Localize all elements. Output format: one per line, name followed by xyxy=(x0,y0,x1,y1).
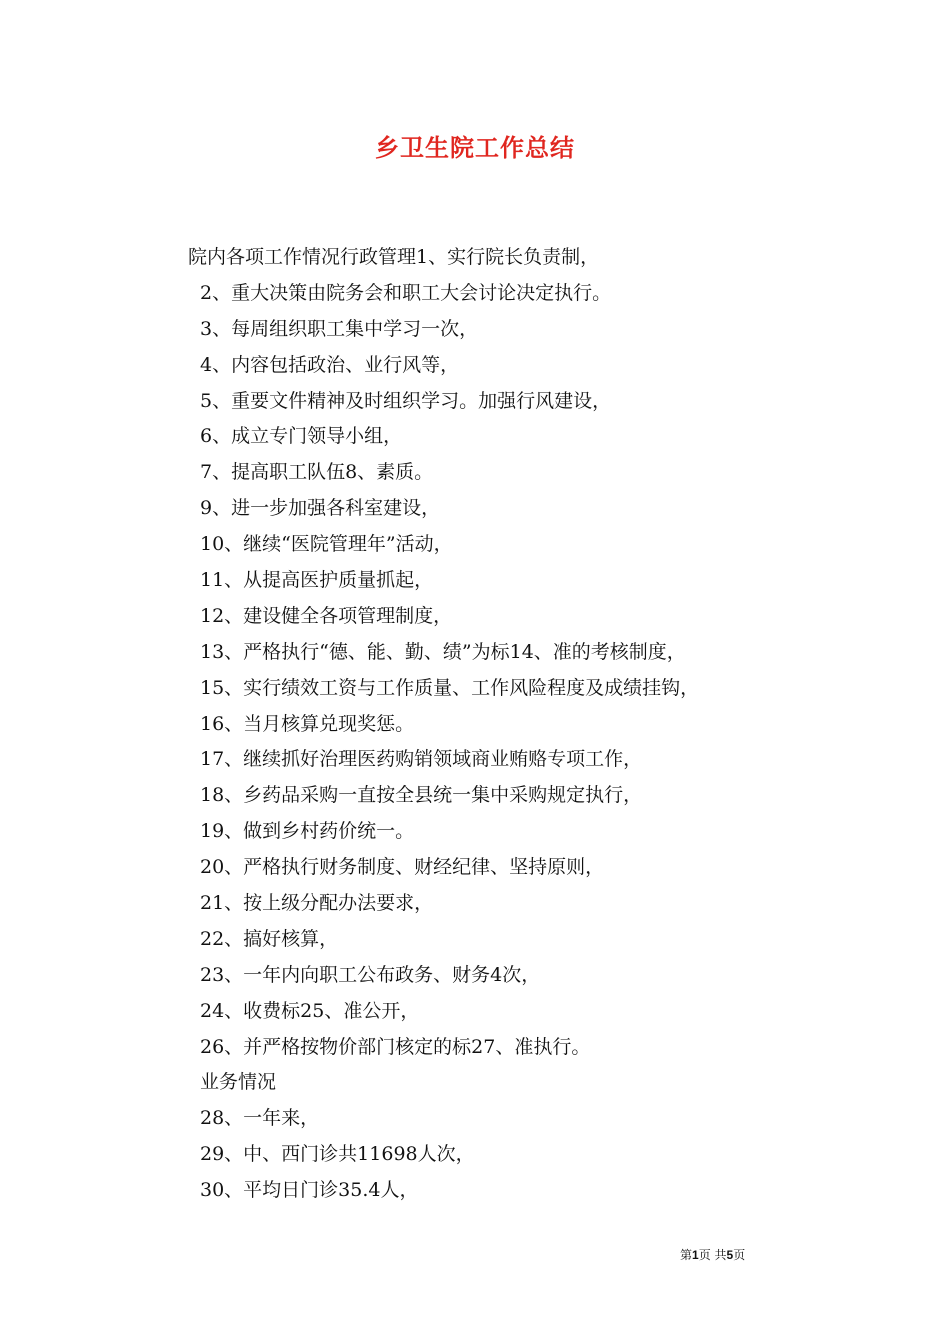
body-line: 3、每周组织职工集中学习一次， xyxy=(200,317,479,340)
page-footer xyxy=(680,1247,840,1263)
body-line: 16、当月核算兑现奖惩。 xyxy=(200,712,415,735)
body-line: 24、收费标25、准公开， xyxy=(200,999,420,1022)
body-line: 20、严格执行财务制度、财经纪律、坚持原则， xyxy=(200,856,605,879)
body-line: 5、重要文件精神及时组织学习。加强行风建设， xyxy=(200,389,612,412)
body-line: 6、成立专门领导小组， xyxy=(200,425,403,448)
body-line: 4、内容包括政治、业行风等， xyxy=(200,353,460,376)
body-line: 9、进一步加强各科室建设， xyxy=(200,497,441,520)
document-title: 乡卫生院工作总结 xyxy=(375,133,575,162)
body-line: 15、实行绩效工资与工作质量、工作风险程度及成绩挂钩， xyxy=(200,676,700,699)
footer-total-pages: 5 xyxy=(726,1248,734,1262)
body-line: 11、从提高医护质量抓起， xyxy=(200,569,434,592)
document-body xyxy=(188,240,828,1209)
body-line: 18、乡药品采购一直按全县统一集中采购规定执行， xyxy=(200,784,643,807)
footer-middle: 页 共 xyxy=(698,1248,727,1262)
body-line: 院内各项工作情况行政管理1、实行院长负责制， xyxy=(188,246,600,268)
body-line: 7、提高职工队伍8、素质。 xyxy=(200,461,434,484)
body-line: 29、中、西门诊共11698人次， xyxy=(200,1143,475,1166)
body-line: 19、做到乡村药价统一。 xyxy=(200,820,415,843)
body-line: 28、一年来， xyxy=(200,1107,320,1130)
body-line: 21、按上级分配办法要求， xyxy=(200,892,434,915)
body-line: 22、搞好核算， xyxy=(200,927,339,950)
footer-suffix: 页 xyxy=(733,1248,746,1262)
body-line: 12、建设健全各项管理制度， xyxy=(200,604,453,627)
body-line: 13、严格执行“德、能、勤、绩”为标14、准的考核制度， xyxy=(200,640,686,663)
footer-prefix: 第 xyxy=(680,1248,693,1262)
body-line: 17、继续抓好治理医药购销领域商业贿赂专项工作， xyxy=(200,748,643,771)
body-line: 10、继续“医院管理年”活动， xyxy=(200,533,453,556)
body-line: 26、并严格按物价部门核定的标27、准执行。 xyxy=(200,1035,591,1058)
body-line: 30、平均日门诊35.4人， xyxy=(200,1179,419,1202)
body-line: 2、重大决策由院务会和职工大会讨论决定执行。 xyxy=(200,281,612,304)
section-heading: 业务情况 xyxy=(200,1071,277,1094)
body-line: 23、一年内向职工公布政务、财务4次， xyxy=(200,963,541,986)
footer-page-number: 1 xyxy=(692,1248,699,1262)
